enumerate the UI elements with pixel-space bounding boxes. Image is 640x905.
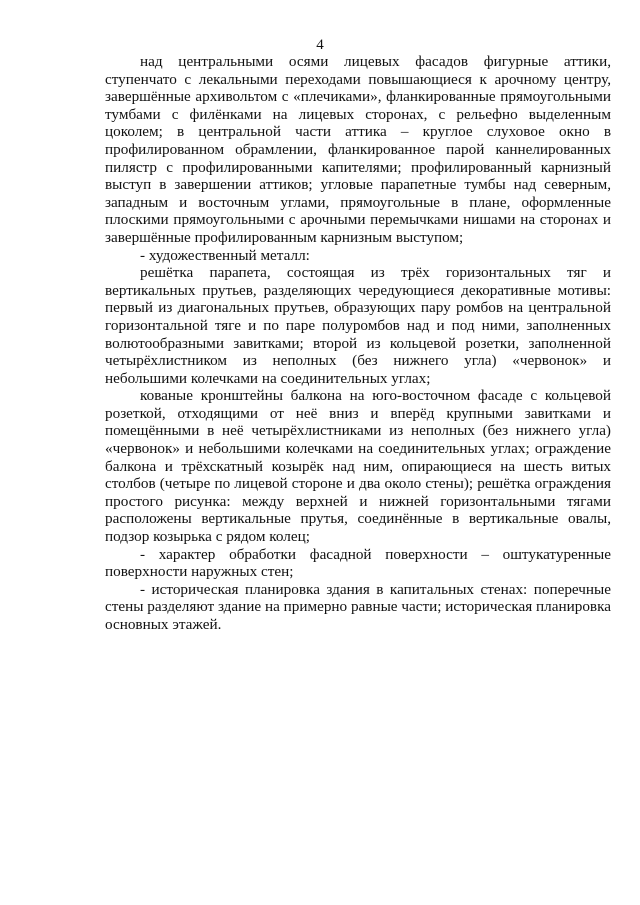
page-number: 4: [316, 37, 324, 53]
paragraph-attics: над центральными осями лицевых фасадов фигурные аттики, ступенчато с лекальными переходами повышающиеся к арочному центру, завершённые архивольтом с «плечиками», фланкированные прямоугольными тумбами с филёнками на лицевых сторонах, с рельефно выделенным цоколем; в центральной части аттика – круглое слуховое окно в профилированном обрамлении, фланкированное парой каннелированных пилястр с профилированными капителями; профилированный карнизный выступ в завершении аттиков; угловые парапетные тумбы над северным, западным и восточным углами, прямоугольные в плане, оформленные плоскими прямоугольными с арочными перемычками нишами на сторонах и завершённые профилированным карнизным выступом;: [105, 53, 611, 246]
document-body: [105, 53, 611, 634]
paragraph-historic-layout: - историческая планировка здания в капитальных стенах: поперечные стены разделяют здание на примерно равные части; историческая планировка основных этажей.: [105, 580, 611, 633]
paragraph-facade-finish: - характер обработки фасадной поверхности – оштукатуренные поверхности наружных стен;: [105, 545, 611, 581]
paragraph-balcony-brackets: кованые кронштейны балкона на юго-восточном фасаде с кольцевой розеткой, отходящими от неё вниз и вперёд крупными завитками и помещёнными в неё четырёхлистниками из неполных (без нижнего угла) «червонок» и небольшими колечками на соединительных углах; ограждение балкона и трёхскатный козырёк над ним, опирающиеся на шесть витых столбов (четыре по лицевой стороне и два около стены); решётка ограждения простого рисунка: между верхней и нижней горизонтальными тягами расположены вертикальные прутья, соединённые в вертикальные овалы, подзор козырька с рядом колец;: [105, 387, 611, 546]
paragraph-parapet-grille: решётка парапета, состоящая из трёх горизонтальных тяг и вертикальных прутьев, разделяющих чередующиеся декоративные мотивы: первый из диагональных прутьев, образующих пару ромбов на центральной горизонтальной тяге и по паре полуромбов над и под ними, заполненных волютообразными завитками; второй из кольцевой розетки, заполненной четырёхлистником из неполных (без нижнего угла) «червонок» и небольшими колечками на соединительных углах;: [105, 264, 611, 387]
paragraph-art-metal-heading: - художественный металл:: [140, 246, 310, 264]
